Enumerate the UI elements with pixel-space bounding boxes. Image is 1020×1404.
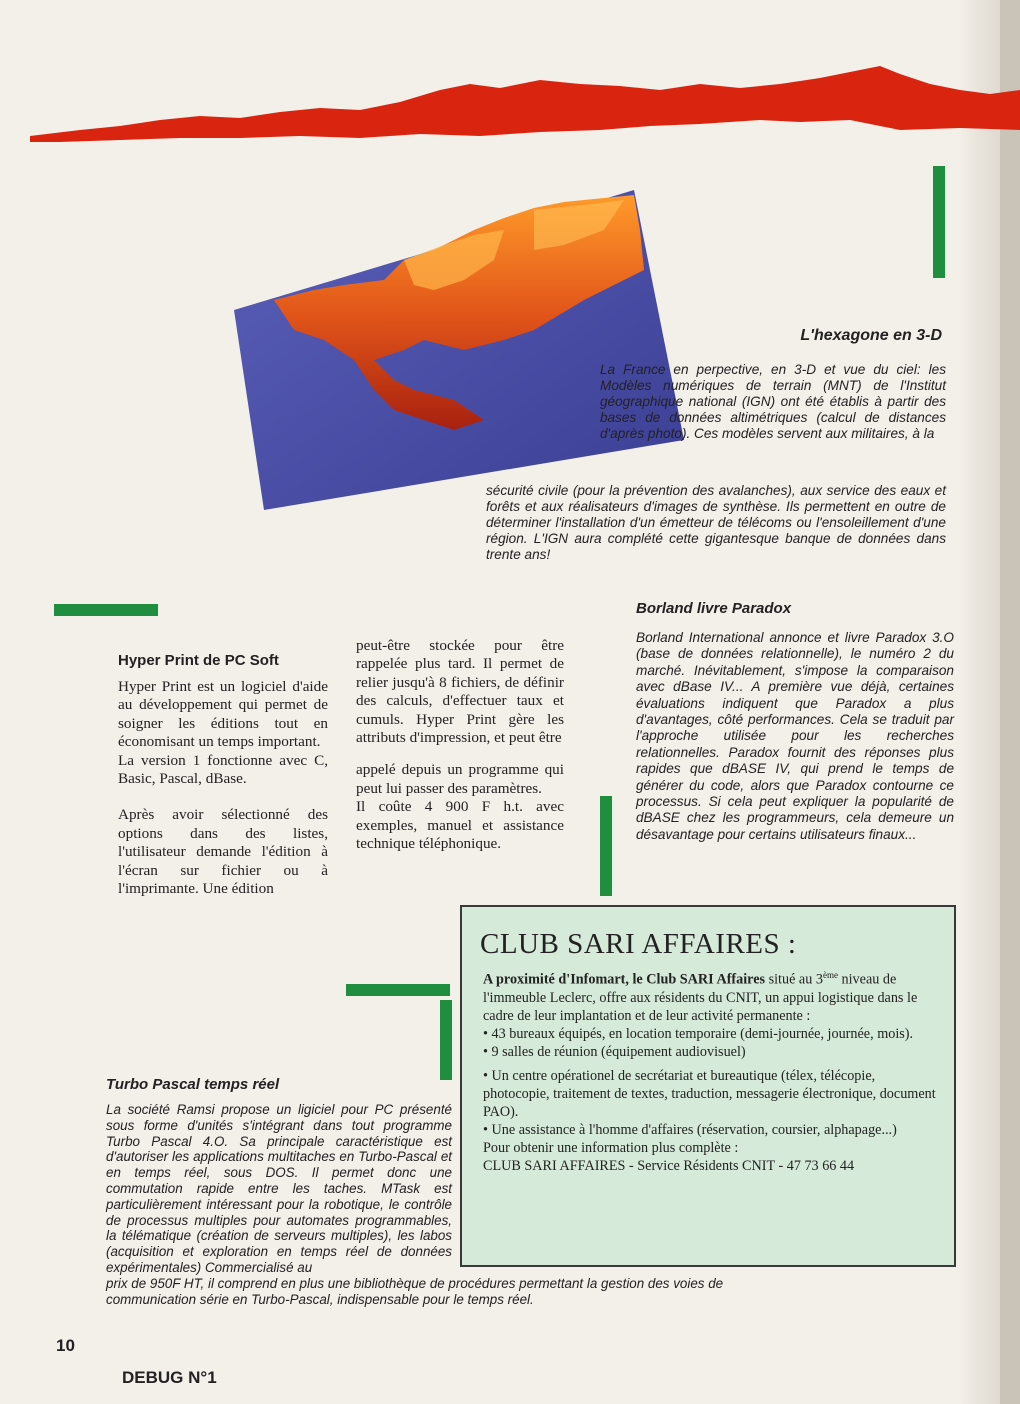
- accent-bar-vertical-mid: [600, 796, 612, 896]
- accent-bar-horizontal-mid: [346, 984, 450, 996]
- magazine-issue: DEBUG N°1: [122, 1368, 217, 1387]
- paradox-title: Borland livre Paradox: [636, 600, 792, 617]
- hyper-print-para-6: Il coûte 4 900 F h.t. avec exemples, manuel et assistance technique téléphonique.: [356, 798, 564, 853]
- turbo-pascal-title: Turbo Pascal temps réel: [106, 1076, 280, 1093]
- turbo-pascal-body-end: prix de 950F HT, il comprend en plus une bibliothèque de procédures permettant la gestion des voies de communication série en Turbo-Pascal, indispensable pour le temps réel.: [106, 1276, 724, 1307]
- hyper-print-para-2: La version 1 fonctionne avec C, Basic, Pascal, dBase.: [118, 751, 328, 788]
- club-intro: [483, 966, 941, 1025]
- hyper-print-para-3: Après avoir sélectionné des options dans des listes, l'utilisateur demande l'édition à l'écran sur fichier ou à l'imprimante. Une édition: [118, 806, 328, 898]
- accent-bar-horizontal-left: [54, 604, 158, 616]
- page-number: 10: [56, 1336, 75, 1355]
- club-intro-lead: A proximité d'Infomart, le Club SARI Affaires: [483, 971, 766, 988]
- hexagone-title: L'hexagone en 3-D: [800, 327, 942, 344]
- hexagone-body-bottom: sécurité civile (pour la prévention des avalanches), aux service des eaux et forêts et aux réalisateurs d'images de synthèse. Ils permettent en outre de déterminer l'installation d'un émetteur de télécoms ou l'ensoleillement d'une région. L'IGN aura complété cette gigantesque banque de données dans trente ans!: [486, 483, 946, 562]
- club-contact-line-2: CLUB SARI AFFAIRES - Service Résidents CNIT - 47 73 66 44: [483, 1157, 855, 1174]
- club-item-1: • 43 bureaux équipés, en location temporaire (demi-journée, journée, mois).: [483, 1025, 914, 1042]
- club-intro-rest: niveau de l'immeuble Leclerc, offre aux résidents du CNIT, un appui logistique dans le cadre de leur implantation et de leur activité permanente :: [483, 971, 918, 1024]
- club-contact-line-1: Pour obtenir une information plus complète :: [483, 1139, 739, 1156]
- accent-bar-vertical-low: [440, 1000, 452, 1080]
- hyper-print-title: Hyper Print de PC Soft: [118, 652, 279, 669]
- accent-bar-vertical-top: [933, 166, 945, 278]
- hyper-print-para-5: appelé depuis un programme qui peut lui passer des paramètres.: [356, 761, 564, 797]
- club-sari-title: CLUB SARI AFFAIRES :: [480, 928, 797, 960]
- paradox-body: Borland International annonce et livre Paradox 3.O (base de données relationnelle), le numéro 2 du marché. Inévitablement, s'impose la comparaison avec dBase IV... A première vue déjà, certaines évaluations indiquent que Paradox a plus d'avantages, côté performances. Cela se traduit par l'approche utilisée pour les recherches relationnelles. Paradox fournit des réponses plus rapides que dBASE IV, qui prend le temps de générer du code, alors que Paradox contourne ce processus. Si cela peut expliquer la popularité de dBASE chez les programmeurs, cela demeure un désavantage pour certains utilisateurs finaux...: [636, 630, 954, 842]
- club-intro-mid: situé au 3: [765, 971, 823, 988]
- mountain-banner: [0, 50, 1020, 150]
- club-item-4: • Une assistance à l'homme d'affaires (réservation, coursier, alphapage...): [483, 1121, 897, 1138]
- hexagone-body-top: La France en perpective, en 3-D et vue du ciel: les Modèles numériques de terrain (MNT) de l'Institut géographique national (IGN) ont été établis à partir des bases de données altimétriques (calcul de distances d'après photo). Ces modèles servent aux militaires, à la: [600, 362, 946, 441]
- club-item-2: • 9 salles de réunion (équipement audiovisuel): [483, 1043, 746, 1060]
- hyper-print-column-1: [118, 678, 328, 898]
- turbo-pascal-body: La société Ramsi propose un ligiciel pour PC présenté sous forme d'unités s'intégrant dans tout programme Turbo Pascal 4.O. Sa principale caractéristique est d'autoriser les applications multitaches en Turbo-Pascal et en temps réel, sous DOS. Il permet donc une commutation rapide entre les taches. MTask est particulièrement intéressant pour la robotique, le contrôle de processus multiples pour automates programmables, la télématique (création de serveurs multiples), les labos (acquisition et exploration en temps réel de données expérimentales) Commercialisé au: [106, 1102, 452, 1275]
- hyper-print-para-1: Hyper Print est un logiciel d'aide au développement qui permet de soigner les éditions tout en économisant un temps important.: [118, 678, 328, 751]
- hyper-print-para-4: peut-être stockée pour être rappelée plus tard. Il permet de relier jusqu'à 8 fichiers, de définir des calculs, d'effectuer taux et cumuls. Hyper Print gère les attributs d'impression, et peut être: [356, 637, 564, 747]
- club-sari-body: [483, 966, 941, 1175]
- club-item-3: • Un centre opérationel de secrétariat et bureautique (télex, télécopie, photocopie, traitement de textes, traduction, messagerie électronique, document PAO).: [483, 1067, 936, 1120]
- terrain-3d-image: [204, 190, 684, 510]
- club-intro-sup: ème: [822, 970, 838, 980]
- page-gutter-shadow: [1000, 0, 1020, 1404]
- hyper-print-column-2: [356, 637, 564, 853]
